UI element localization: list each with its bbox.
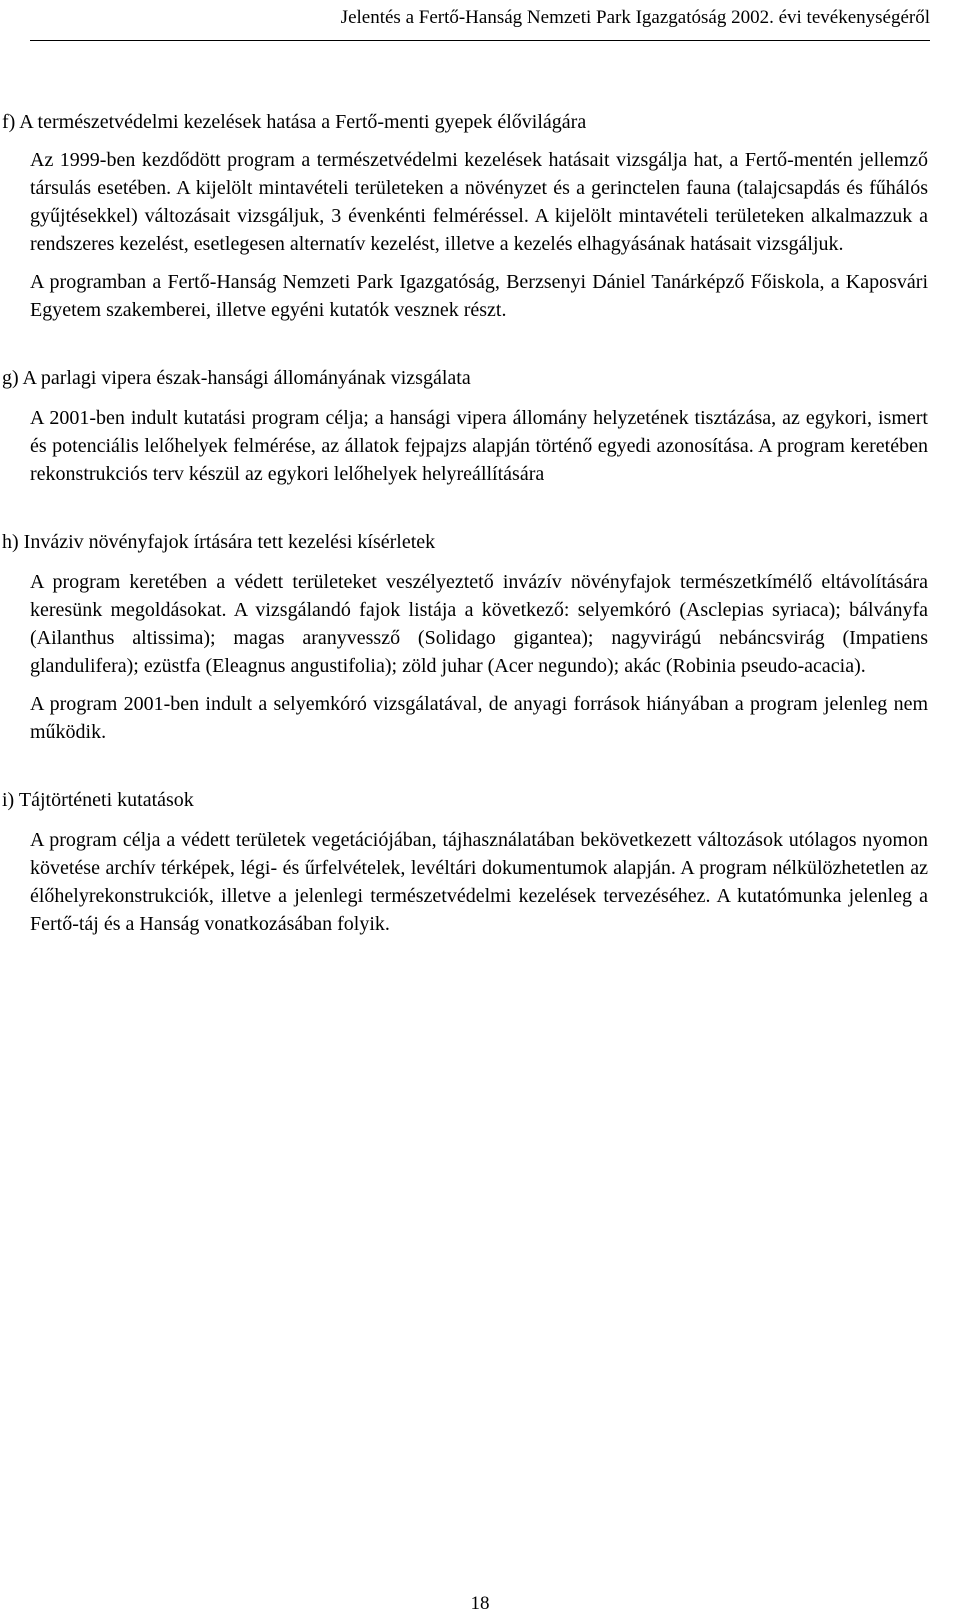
section-title-i: i) Tájtörténeti kutatások [2, 789, 194, 811]
page-number: 18 [470, 1593, 490, 1614]
header-title: Jelentés a Fertő-Hanság Nemzeti Park Igazgatóság 2002. évi tevékenységéről [340, 7, 930, 28]
section-title-h: h) Inváziv növényfajok írtására tett kezelési kísérletek [2, 531, 436, 553]
section-h-paragraph-2: A program 2001-ben indult a selyemkóró vizsgálatával, de anyagi források hiányában a program jelenleg nem működik. [30, 693, 928, 743]
section-f-paragraph-2: A programban a Fertő-Hanság Nemzeti Park Igazgatóság, Berzsenyi Dániel Tanárképző Főiskola, a Kaposvári Egyetem szakemberei, illetve egyéni kutatók vesznek részt. [30, 271, 928, 321]
section-title-f: f) A természetvédelmi kezelések hatása a Fertő-menti gyepek élővilágára [2, 111, 587, 133]
section-i-paragraph-1: A program célja a védett területek vegetációjában, tájhasználatában bekövetkezett változások utólagos nyomon követése archív térképek, légi- és űrfelvételek, levéltári dokumentumok alapján. A program nélkülözhetetlen az élőhelyrekonstrukciók, illetve a jelenlegi természetvédelmi kezelések tervezéséhez. A kutatómunka jelenleg a Fertő-táj és a Hanság vonatkozásában folyik. [30, 829, 928, 935]
section-h-paragraph-1: A program keretében a védett területeket veszélyeztető invázív növényfajok természetkímélő eltávolítására keresünk megoldásokat. A vizsgálandó fajok listája a következő: selyemkóró (Asclepias syriaca); bálványfa (Ailanthus altissima); magas aranyvessző (Solidago gigantea); nagyvirágú nebáncsvirág (Impatiens glandulifera); ezüstfa (Eleagnus angustifolia); zöld juhar (Acer negundo); akác (Robinia pseudo-acacia). [30, 571, 928, 677]
section-title-g: g) A parlagi vipera észak-hansági állományának vizsgálata [2, 367, 471, 389]
section-f-paragraph-1: Az 1999-ben kezdődött program a természetvédelmi kezelések hatásait vizsgálja hat, a Fertő-mentén jellemző társulás esetében. A kijelölt mintavételi területeken a növényzet és a gerinctelen fauna (talajcsapdás és fűhálós gyűjtésekkel) változásait vizsgáljuk, 3 évenkénti felméréssel. A kijelölt mintavételi területeken alkalmazzuk a rendszeres kezelést, esetlegesen alternatív kezelést, illetve a kezelés elhagyásának hatásait vizsgáljuk. [30, 149, 928, 255]
section-g-paragraph-1: A 2001-ben indult kutatási program célja; a hansági vipera állomány helyzetének tisztázása, az egykori, ismert és potenciális lelőhelyek felmérése, az állatok fejpajzs alapján történő egyedi azonosítása. A program keretében rekonstrukciós terv készül az egykori lelőhelyek helyreállítására [30, 407, 928, 485]
page-header [30, 6, 930, 41]
document-body [0, 108, 960, 938]
